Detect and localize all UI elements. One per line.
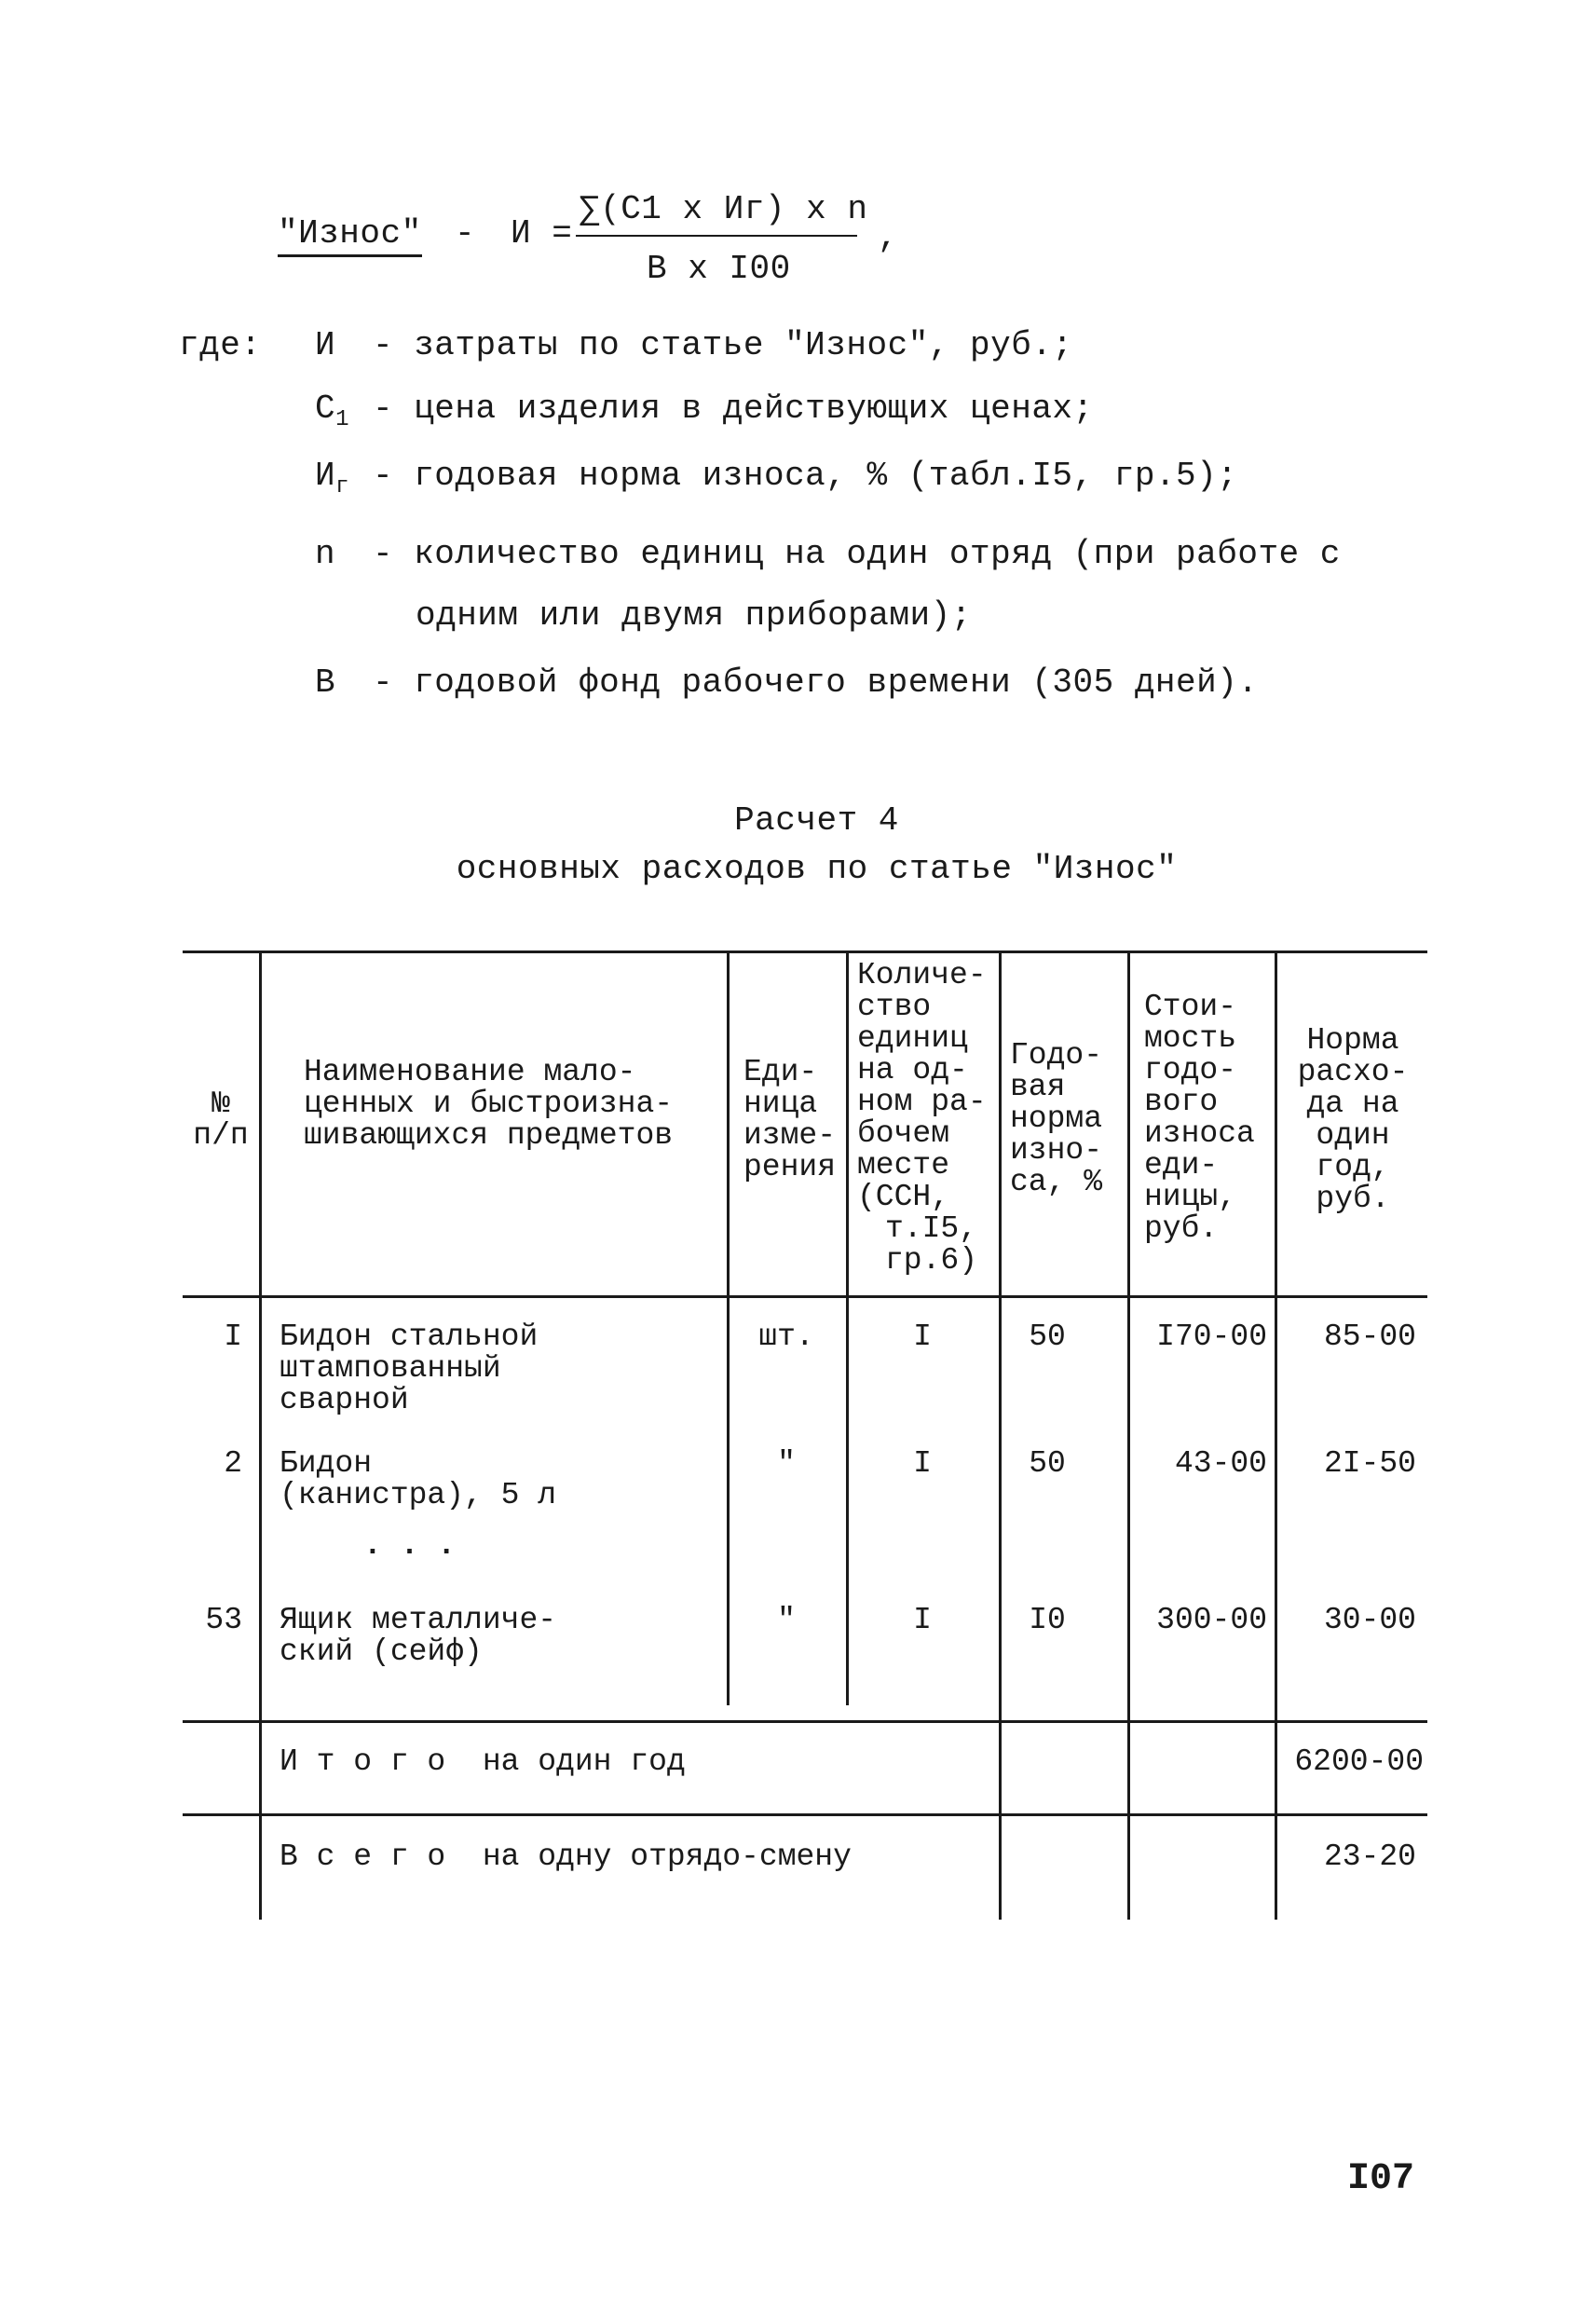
where-item-text: - количество единиц на один отряд (при работе с bbox=[373, 535, 1341, 573]
row-cost: 43-00 bbox=[1174, 1446, 1267, 1481]
header-wear-rate: Годо- вая норма изно- са, % bbox=[1010, 1038, 1103, 1199]
formula-label: "Износ" bbox=[278, 214, 422, 257]
table-total-rule bbox=[183, 1720, 1427, 1723]
row-norm: 85-00 bbox=[1323, 1320, 1416, 1354]
row-norm: 30-00 bbox=[1323, 1603, 1416, 1637]
row-quantity: I bbox=[913, 1603, 932, 1637]
row-norm: 2I-50 bbox=[1323, 1446, 1416, 1481]
row-quantity: I bbox=[913, 1446, 932, 1481]
row-name: Бидон стальной штампованный сварной bbox=[280, 1320, 539, 1417]
where-item-symbol: $И_г$ bbox=[315, 457, 350, 499]
fraction-bar bbox=[576, 235, 857, 237]
header-number: № п/п bbox=[193, 1087, 249, 1153]
rows-omitted-ellipsis: . . . bbox=[363, 1528, 457, 1563]
total-year-value: 6200-00 bbox=[1294, 1744, 1424, 1779]
header-cost: Стои- мость годо- вого износа еди- ницы, руб. bbox=[1144, 990, 1255, 1246]
row-unit: " bbox=[777, 1603, 796, 1637]
table-top-rule bbox=[183, 950, 1427, 953]
header-norm: Норма расхо- да на один год, руб. bbox=[1297, 1023, 1409, 1216]
table-header-rule bbox=[183, 1295, 1427, 1298]
table-title-line1: Расчет 4 bbox=[734, 801, 899, 840]
where-item-text-continuation: одним или двумя приборами); bbox=[416, 596, 972, 635]
formula-numerator: ∑(С1 х Иг) х n bbox=[580, 190, 868, 228]
where-item-text: - цена изделия в действующих ценах; bbox=[373, 390, 1094, 428]
page-number: I07 bbox=[1347, 2158, 1415, 2200]
table-title-line2: основных расходов по статье "Износ" bbox=[456, 850, 1178, 888]
row-wear-rate: 50 bbox=[1029, 1320, 1066, 1354]
row-number: 53 bbox=[205, 1603, 242, 1637]
header-quantity: Количе- ство единиц на од- ном ра- бочем месте (ССН, т.I5, гр.6) bbox=[857, 958, 987, 1278]
formula-denominator: В х I00 bbox=[647, 250, 791, 288]
total-shift-label: В с е г о на одну отрядо-смену bbox=[280, 1839, 852, 1874]
row-wear-rate: 50 bbox=[1029, 1446, 1066, 1481]
row-wear-rate: I0 bbox=[1029, 1603, 1066, 1637]
formula-trail: , bbox=[878, 218, 899, 256]
table-column-divider bbox=[1127, 950, 1130, 1920]
where-item-text: - годовая норма износа, % (табл.I5, гр.5); bbox=[373, 457, 1238, 495]
row-name: Ящик металличе- ский (сейф) bbox=[280, 1603, 557, 1669]
row-number: 2 bbox=[224, 1446, 242, 1481]
where-item-text: - годовой фонд рабочего времени (305 дней). bbox=[373, 663, 1259, 702]
header-unit: Еди- ница изме- рения bbox=[743, 1055, 837, 1184]
total-year-label: И т о г о на один год bbox=[280, 1744, 686, 1779]
table-grand-total-rule bbox=[183, 1813, 1427, 1816]
total-shift-value: 23-20 bbox=[1323, 1839, 1416, 1874]
where-item-symbol: $С_1$ bbox=[315, 390, 350, 432]
formula-lhs: И = bbox=[511, 214, 573, 253]
where-item-symbol: И bbox=[315, 326, 336, 364]
row-name: Бидон (канистра), 5 л bbox=[280, 1446, 557, 1512]
row-unit: шт. bbox=[758, 1320, 814, 1354]
header-name: Наименование мало- ценных и быстроизна- шивающихся предметов bbox=[304, 1055, 674, 1153]
row-quantity: I bbox=[913, 1320, 932, 1354]
row-cost: I70-00 bbox=[1156, 1320, 1267, 1354]
table-column-divider bbox=[259, 950, 262, 1920]
row-cost: 300-00 bbox=[1156, 1603, 1267, 1637]
row-unit: " bbox=[777, 1446, 796, 1481]
where-item-symbol: В bbox=[315, 663, 336, 702]
where-label: где: bbox=[179, 326, 262, 364]
formula-dash: - bbox=[455, 214, 476, 253]
row-number: I bbox=[224, 1320, 242, 1354]
where-item-text: - затраты по статье "Износ", руб.; bbox=[373, 326, 1073, 364]
table-column-divider bbox=[999, 950, 1002, 1920]
where-item-symbol: n bbox=[315, 535, 336, 573]
